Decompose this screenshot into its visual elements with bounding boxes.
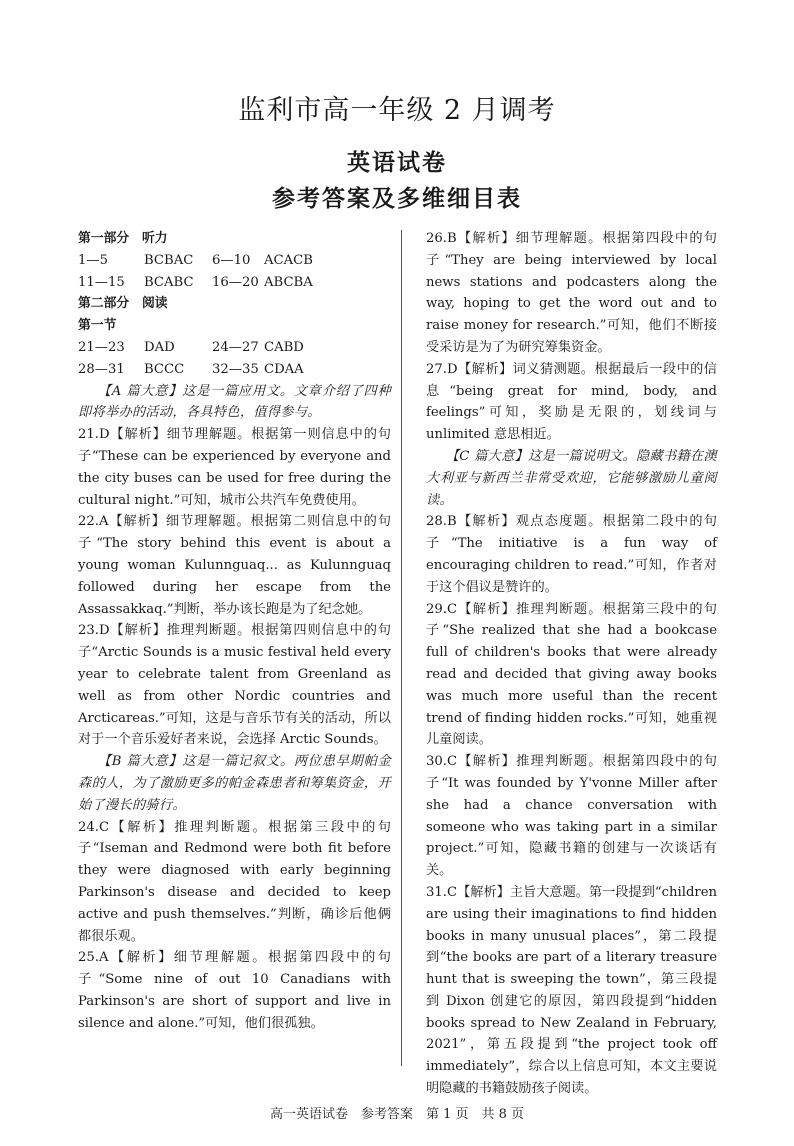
answer-explanation-21: 21.D【解析】细节理解题。根据第一则信息中的句子“These can be experienced by everyone and the city buses can be used for free during the cultural night.”可知，城市公共汽车免费使用。 xyxy=(78,427,391,508)
answer-keys: CDAA xyxy=(264,361,304,377)
answer-range: 1—5 xyxy=(78,252,108,268)
column-divider xyxy=(401,230,402,1066)
passage-b-summary: 【B 篇大意】这是一篇记叙文。两位患早期帕金森的人，为了激励更多的帕金森患者和筹集资金，开始了漫长的骑行。 xyxy=(78,754,391,813)
answer-explanation-31: 31.C【解析】主旨大意题。第一段提到“children are using their imaginations to find hidden books in many unusual places”，第二段提到“the books are part of a literary treasure hunt that is sweeping the town”，第三段提到 Dixon 创建它的原因，第四段提到“hidden books spread to New Zealand in February, 2021”，第五段提到“the project took off immediately”，综合以上信息可知，本文主要说明隐藏的书籍鼓励孩子阅读。 xyxy=(426,884,717,1097)
answer-explanation-25: 25.A【解析】细节理解题。根据第四段中的句子“Some nine of out 10 Canadians with Parkinson's are short of support and live in silence and alone.”可知，他们很孤独。 xyxy=(78,950,391,1031)
answer-range: 11—15 xyxy=(78,274,125,290)
answer-range: 16—20 xyxy=(212,274,259,290)
answer-row xyxy=(78,272,391,294)
answer-row xyxy=(78,359,391,381)
passage-a-summary: 【A 篇大意】这是一篇应用文。文章介绍了四种即将举办的活动，各具特色，值得参与。 xyxy=(78,383,391,421)
answer-explanation-30: 30.C【解析】推理判断题。根据第四段中的句子“It was founded by Y'vonne Miller after she had a chance conversation with someone who was taking part in a similar project.”可知，隐藏书籍的创建与一次谈话有关。 xyxy=(426,754,717,879)
answer-explanation-29: 29.C【解析】推理判断题。根据第三段中的句子“She realized that she had a bookcase full of children's books that were already read and decided that giving away books was much more useful than the recent trend of finding hidden rocks.”可知，她重视儿童阅读。 xyxy=(426,601,717,748)
answer-range: 24—27 xyxy=(212,339,259,355)
answer-range: 21—23 xyxy=(78,339,125,355)
left-column xyxy=(78,228,391,1034)
answer-explanation-22: 22.A【解析】细节理解题。根据第二则信息中的句子“The story behind this event is about a young woman Kulunnguaq... as Kulunnguaq followed during her escape from the Assassakkaq.”判断，举办该长跑是为了纪念她。 xyxy=(78,514,391,617)
answer-keys: ACACB xyxy=(264,252,313,268)
answer-row xyxy=(78,337,391,359)
part2-heading: 第二部分 阅读 xyxy=(78,296,168,312)
answer-range: 32—35 xyxy=(212,361,259,377)
answer-explanation-27: 27.D【解析】词义猜测题。根据最后一段中的信息“being great for mind, body, and feelings”可知，奖励是无限的，划线词与 unlimited 意思相近。 xyxy=(426,361,717,443)
answer-explanation-24: 24.C【解析】推理判断题。根据第三段中的句子“Iseman and Redmond were both fit before they were diagnosed with early beginning Parkinson's disease and decided to keep active and push themselves.”判断，确诊后他俩都很乐观。 xyxy=(78,819,391,944)
page-title: 监利市高一年级 2 月调考 xyxy=(238,95,556,126)
part1-heading: 第一部分 听力 xyxy=(78,231,168,246)
right-column xyxy=(426,228,717,1100)
answer-keys: CABD xyxy=(264,339,304,355)
answer-keys: BCABC xyxy=(144,274,194,290)
answer-row xyxy=(78,250,391,272)
answer-range: 6—10 xyxy=(212,252,251,268)
section1-heading: 第一节 xyxy=(78,318,117,334)
answer-explanation-28: 28.B【解析】观点态度题。根据第二段中的句子“The initiative is a fun way of encouraging children to read.”可知，作者对于这个倡议是赞许的。 xyxy=(426,514,717,595)
answer-keys: BCBAC xyxy=(144,252,194,268)
answer-keys: DAD xyxy=(144,339,175,355)
answer-keys: BCCC xyxy=(144,361,185,377)
page-footer: 高一英语试卷 参考答案 第 1 页 共 8 页 xyxy=(269,1107,525,1122)
exam-subtitle: 英语试卷 xyxy=(347,150,447,176)
answer-keys: ABCBA xyxy=(264,274,313,290)
answer-range: 28—31 xyxy=(78,361,125,377)
passage-c-summary: 【C 篇大意】这是一篇说明文。隐藏书籍在澳大利亚与新西兰非常受欢迎，它能够激励儿童阅读。 xyxy=(426,448,717,508)
answer-key-subtitle: 参考答案及多维细目表 xyxy=(272,186,522,212)
answer-explanation-26: 26.B【解析】细节理解题。根据第四段中的句子“They are being interviewed by local news stations and podcasters along the way, hoping to get the word out and to raise money for research.”可知，他们不断接受采访是为了为研究筹集资金。 xyxy=(426,231,717,355)
answer-explanation-23: 23.D【解析】推理判断题。根据第四则信息中的句子“Arctic Sounds is a music festival held every year to celebrate talent from Greenland as well as from other Nordic countries and Arcticareas.”可知，这是与音乐节有关的活动，所以对于一个音乐爱好者来说，会选择 Arctic Sounds。 xyxy=(78,623,391,748)
